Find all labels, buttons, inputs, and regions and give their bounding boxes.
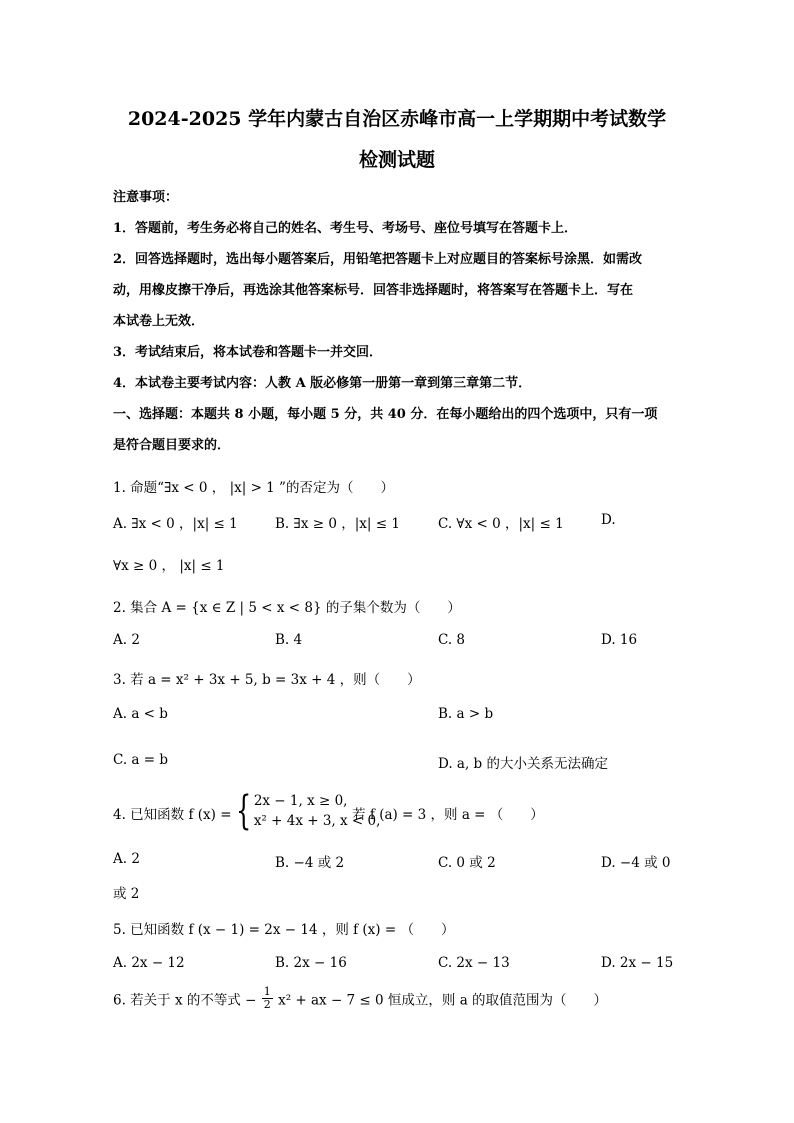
q4-option-c: C. 0 或 2 bbox=[438, 855, 496, 871]
q6-stem bbox=[113, 986, 607, 1018]
q6-fraction bbox=[262, 986, 273, 1011]
q5-option-a: A. 2x − 12 bbox=[113, 955, 185, 971]
q2-option-c: C. 8 bbox=[438, 632, 466, 648]
q4-option-d-cont: 或 2 bbox=[113, 886, 140, 902]
q6-stem-pre: 6. 若关于 x 的不等式 − bbox=[113, 992, 257, 1009]
q2-stem: 2. 集合 A = {x ∈ Z | 5 < x < 8} 的子集个数为（ ） bbox=[113, 600, 461, 616]
q4-stem-post: 若 f (a) = 3 ，则 a = （ ） bbox=[352, 807, 544, 823]
exam-title-line1: 2024-2025 学年内蒙古自治区赤峰市高一上学期期中考试数学 bbox=[127, 108, 667, 130]
notice-item-3: 3．考试结束后，将本试卷和答题卡一并交回． bbox=[113, 345, 383, 360]
notice-item-2b: 动，用橡皮擦干净后，再选涂其他答案标号．回答非选择题时，将答案写在答题卡上．写在 bbox=[113, 283, 634, 298]
q5-option-c: C. 2x − 13 bbox=[438, 955, 510, 971]
section1-heading-line1: 一、选择题：本题共 8 小题，每小题 5 分，共 40 分．在每小题给出的四个选项中，只有一项 bbox=[113, 407, 658, 422]
q3-option-b: B. a > b bbox=[438, 706, 494, 722]
notice-item-4: 4．本试卷主要考试内容：人教 A 版必修第一册第一章到第三章第二节． bbox=[113, 376, 532, 391]
q4-case-1: 2x − 1, x ≥ 0, bbox=[253, 793, 348, 809]
q3-option-c: C. a = b bbox=[113, 752, 169, 768]
q1-option-b: B. ∃x ≥ 0 ，|x| ≤ 1 bbox=[275, 516, 400, 532]
q1-option-d-label: D. bbox=[601, 512, 616, 528]
left-brace-icon: { bbox=[235, 788, 252, 834]
q2-option-a: A. 2 bbox=[113, 632, 140, 648]
q4-stem bbox=[113, 788, 544, 837]
q1-option-a: A. ∃x < 0 ，|x| ≤ 1 bbox=[113, 516, 238, 532]
q4-option-a: A. 2 bbox=[113, 851, 140, 867]
q1-option-c: C. ∀x < 0 ，|x| ≤ 1 bbox=[438, 516, 564, 532]
q3-option-a: A. a < b bbox=[113, 706, 168, 722]
q5-option-b: B. 2x − 16 bbox=[275, 955, 347, 971]
q2-option-d: D. 16 bbox=[601, 632, 638, 648]
q5-stem: 5. 已知函数 f (x − 1) = 2x − 14 ，则 f (x) = （ ） bbox=[113, 922, 455, 938]
q3-stem: 3. 若 a = x² + 3x + 5, b = 3x + 4 ，则（ ） bbox=[113, 672, 421, 688]
q6-fraction-denominator: 2 bbox=[263, 998, 271, 1011]
q6-stem-post: x² + ax − 7 ≤ 0 恒成立，则 a 的取值范围为（ ） bbox=[278, 992, 608, 1009]
exam-title-line2: 检测试题 bbox=[358, 149, 435, 171]
q5-option-d: D. 2x − 15 bbox=[601, 955, 674, 971]
q4-stem-pre: 4. 已知函数 f (x) = bbox=[113, 807, 232, 823]
q2-option-b: B. 4 bbox=[275, 632, 303, 648]
q4-option-d: D. −4 或 0 bbox=[601, 855, 671, 871]
notice-item-2a: 2．回答选择题时，选出每小题答案后，用铅笔把答题卡上对应题目的答案标号涂黑．如需改 bbox=[113, 252, 643, 267]
q1-option-d: ∀x ≥ 0 ， |x| ≤ 1 bbox=[113, 558, 225, 574]
q6-fraction-numerator: 1 bbox=[263, 985, 271, 998]
q1-stem: 1. 命题“∃x < 0 ， |x| > 1 ”的否定为（ ） bbox=[113, 480, 394, 496]
notice-item-2c: 本试卷上无效． bbox=[113, 314, 205, 329]
q4-option-b: B. −4 或 2 bbox=[275, 855, 345, 871]
q4-case-2: x² + 4x + 3, x < 0, bbox=[253, 813, 381, 829]
q3-option-d: D. a, b 的大小关系无法确定 bbox=[438, 756, 608, 772]
notice-heading: 注意事项： bbox=[113, 190, 179, 205]
section1-heading-line2: 是符合题目要求的． bbox=[113, 438, 231, 453]
q4-piecewise bbox=[235, 788, 381, 834]
notice-item-1: 1．答题前，考生务必将自己的姓名、考生号、考场号、座位号填写在答题卡上． bbox=[113, 221, 578, 236]
